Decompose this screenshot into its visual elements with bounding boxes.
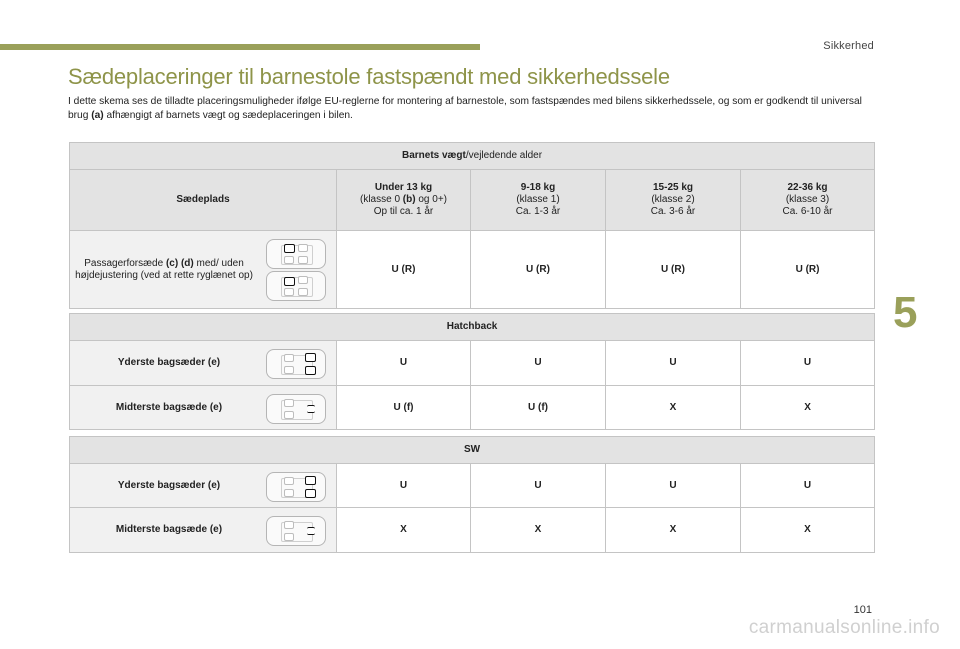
car-outer-rear-seats-icon [266,470,326,504]
class-2-klasse: (klasse 2) [651,194,695,205]
class-2-weight: 15-25 kg [652,182,694,193]
hatchback-middle-value-2: X [606,386,741,430]
class-1-weight: 9-18 kg [520,182,556,193]
weight-header [70,143,875,170]
hatchback-outer-rear-cell [70,341,337,386]
sw-outer-value-3: U [741,464,875,508]
hatchback-middle-value-3: X [741,386,875,430]
class-0-klasse-ref: (b) [402,194,416,205]
class-0-klasse-pre: (klasse 0 [360,194,403,205]
intro-text-2: afhængigt af barnets vægt og sædeplaceringen i bilen. [103,110,353,121]
header-accent-bar [0,44,480,50]
sw-outer-value-0: U [337,464,471,508]
section-name: Sikkerhed [823,40,874,52]
class-1-klasse: (klasse 1) [516,194,560,205]
hatchback-middle-value-1: U (f) [471,386,606,430]
hatchback-middle-rear-label: Midterste bagsæde (e) [115,401,223,413]
car-front-seat-icon [266,239,326,269]
front-value-2: U (R) [606,231,741,309]
class-1-age: Ca. 1-3 år [515,206,561,217]
intro-paragraph [68,95,868,123]
seat-column-header: Sædeplads [70,170,337,231]
sw-middle-rear-cell [70,508,337,553]
hatchback-middle-rear-cell [70,386,337,430]
front-label-ref: (c) (d) [165,257,194,269]
car-middle-rear-seat-icon [266,392,326,426]
car-middle-rear-seat-icon [266,514,326,548]
weight-header-rest: /vejledende alder [465,150,543,161]
class-2-age: Ca. 3-6 år [650,206,696,217]
hatchback-outer-rear-label: Yderste bagsæder (e) [117,357,221,368]
class-3-weight: 22-36 kg [787,182,828,193]
front-label-post: med/ uden højdejustering (ved at rette ryglænet op) [75,257,253,281]
class-3-age: Ca. 6-10 år [782,206,833,217]
hatchback-outer-value-1: U [471,341,606,386]
car-front-seat-reclined-icon [266,271,326,301]
hatchback-table [69,313,875,430]
class-3-header [741,170,875,231]
front-label-pre: Passagerforsæde [84,257,166,269]
sw-middle-value-3: X [741,508,875,553]
front-passenger-seat-cell [70,231,337,309]
sw-outer-value-2: U [606,464,741,508]
hatchback-outer-value-3: U [741,341,875,386]
sw-section-header: SW [70,437,875,464]
intro-text-1: I dette skema ses de tilladte placeringsmuligheder ifølge EU-reglerne for montering af barnestole, som fastspændes med bilens sikkerhedssele, og som er godkendt til universal brug [68,96,862,121]
class-0-header [337,170,471,231]
front-seat-diagrams [266,237,326,303]
class-0-klasse-post: og 0+) [415,194,447,205]
class-1-header [471,170,606,231]
front-passenger-label [74,258,254,282]
weight-class-table [69,142,875,309]
hatchback-outer-value-2: U [606,341,741,386]
page-title: Sædeplaceringer til barnestole fastspændt med sikkerhedssele [68,64,670,89]
sw-middle-value-2: X [606,508,741,553]
sw-middle-rear-label: Midterste bagsæde (e) [115,524,223,535]
intro-ref: (a) [91,110,104,121]
sw-middle-value-0: X [337,508,471,553]
front-value-3: U (R) [741,231,875,309]
front-value-1: U (R) [471,231,606,309]
car-outer-rear-seats-icon [266,347,326,381]
hatchback-section-header: Hatchback [70,314,875,341]
class-2-header [606,170,741,231]
watermark: carmanualsonline.info [748,617,940,638]
class-0-age: Op til ca. 1 år [373,206,434,217]
sw-outer-rear-cell [70,464,337,508]
sw-middle-value-1: X [471,508,606,553]
chapter-number: 5 [893,288,918,337]
class-0-weight: Under 13 kg [374,182,433,193]
sw-table [69,436,875,553]
weight-header-bold: Barnets vægt [401,150,466,161]
front-value-0: U (R) [337,231,471,309]
class-3-klasse: (klasse 3) [785,194,830,205]
sw-outer-value-1: U [471,464,606,508]
sw-outer-rear-label: Yderste bagsæder (e) [117,479,221,491]
page-number: 101 [853,604,872,616]
hatchback-outer-value-0: U [337,341,471,386]
hatchback-middle-value-0: U (f) [337,386,471,430]
